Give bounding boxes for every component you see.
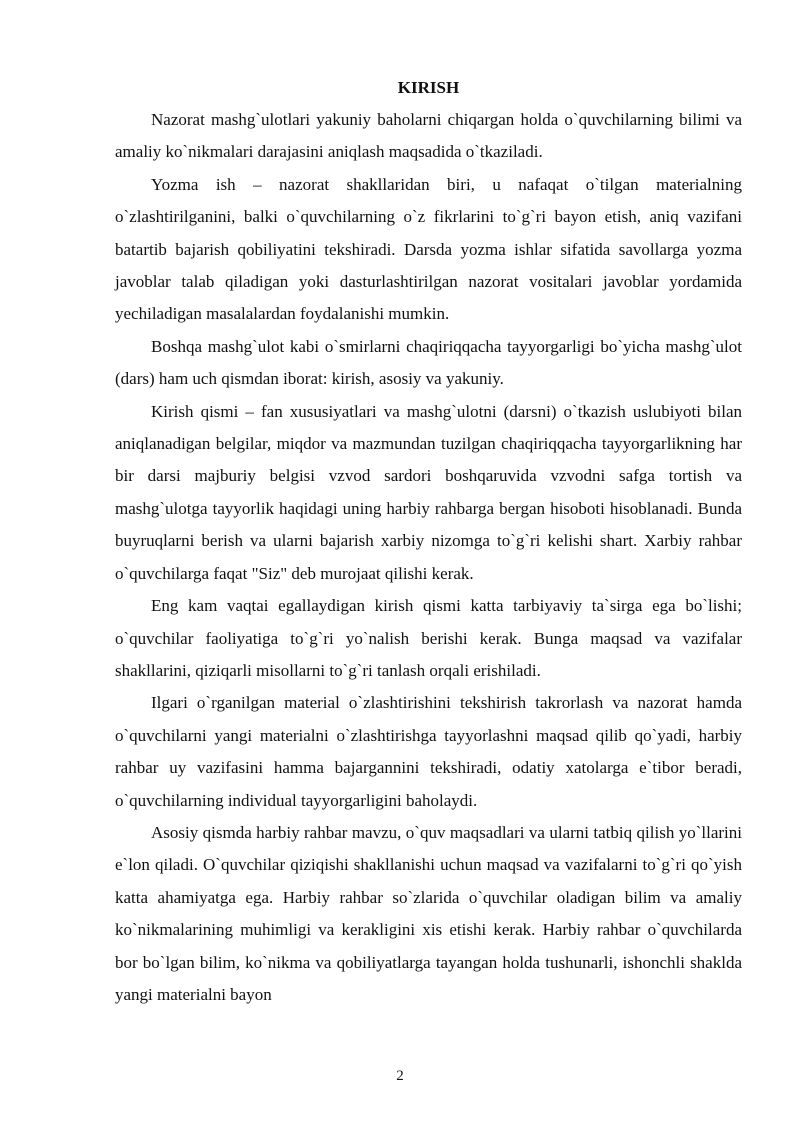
page-content xyxy=(115,72,742,1011)
paragraph-3: Boshqa mashg`ulot kabi o`smirlarni chaqiriqqacha tayyorgarligi bo`yicha mashg`ulot (dars) ham uch qismdan iborat: kirish, asosiy va yakuniy. xyxy=(115,336,742,389)
paragraph-1: Nazorat mashg`ulotlari yakuniy baholarni chiqargan holda o`quvchilarning bilimi va amaliy ko`nikmalari darajasini aniqlash maqsadida o`tkaziladi. xyxy=(115,110,742,162)
paragraph-2: Yozma ish – nazorat shakllaridan biri, u nafaqat o`tilgan materialning o`zlashtirilganini, balki o`quvchilarning o`z fikrlarini to`g`ri bayon etish, aniq vazifani batartib bajarish qobiliyatini tekshiradi. Darsda yozma ishlar sifatida savollarga yozma javoblar talab qiladigan yoki dasturlashtirilgan nazorat vositalari javoblar yordamida yechiladigan masalalardan foydalanishi mumkin. xyxy=(115,174,742,324)
page-number: 2 xyxy=(396,1068,404,1084)
paragraph-4: Kirish qismi – fan xususiyatlari va mashg`ulotni (darsni) o`tkazish uslubiyoti bilan aniqlanadigan belgilar, miqdor va mazmundan tuzilgan chaqiriqqacha tayyorgarlikning har bir darsi majburiy belgisi vzvod sardori boshqaruvida vzvodni safga tortish va mashg`ulotga tayyorlik haqidagi uning harbiy rahbarga bergan hisoboti hisoblanadi. Bunda buyruqlarni berish va ularni bajarish xarbiy nizomga to`g`ri kelishi shart. Xarbiy rahbar o`quvchilarga faqat "Siz" deb murojaat qilishi kerak. xyxy=(115,401,742,583)
paragraph-6: Ilgari o`rganilgan material o`zlashtirishini tekshirish takrorlash va nazorat hamda o`quvchilarni yangi materialni o`zlashtirishga tayyorlashni maqsad qilib qo`yadi, harbiy rahbar uy vazifasini hamma bajargannini tekshiradi, odatiy xatolarga e`tibor beradi, o`quvchilarning individual tayyorgarligini baholaydi. xyxy=(115,693,742,810)
paragraph-7: Asosiy qismda harbiy rahbar mavzu, o`quv maqsadlari va ularni tatbiq qilish yo`llarini e`lon qiladi. O`quvchilar qiziqishi shakllanishi uchun maqsad va vazifalarni to`g`ri qo`yish katta ahamiyatga ega. Harbiy rahbar so`zlarida o`quvchilar oladigan bilim va amaliy ko`nikmalarining muhimligi va kerakligini xis etishi kerak. Harbiy rahbar o`quvchilarda bor bo`lgan bilim, ko`nikma va qobiliyatlarga tayangan holda tushunarli, ishonchli shaklda yangi materialni bayon xyxy=(115,822,742,1004)
section-title: KIRISH xyxy=(397,78,460,97)
paragraph-5: Eng kam vaqtai egallaydigan kirish qismi katta tarbiyaviy ta`sirga ega bo`lishi; o`quvchilar faoliyatiga to`g`ri yo`nalish berishi kerak. Bunga maqsad va vazifalar shakllarini, qiziqarli misollarni to`g`ri tanlash orqali erishiladi. xyxy=(115,596,742,680)
